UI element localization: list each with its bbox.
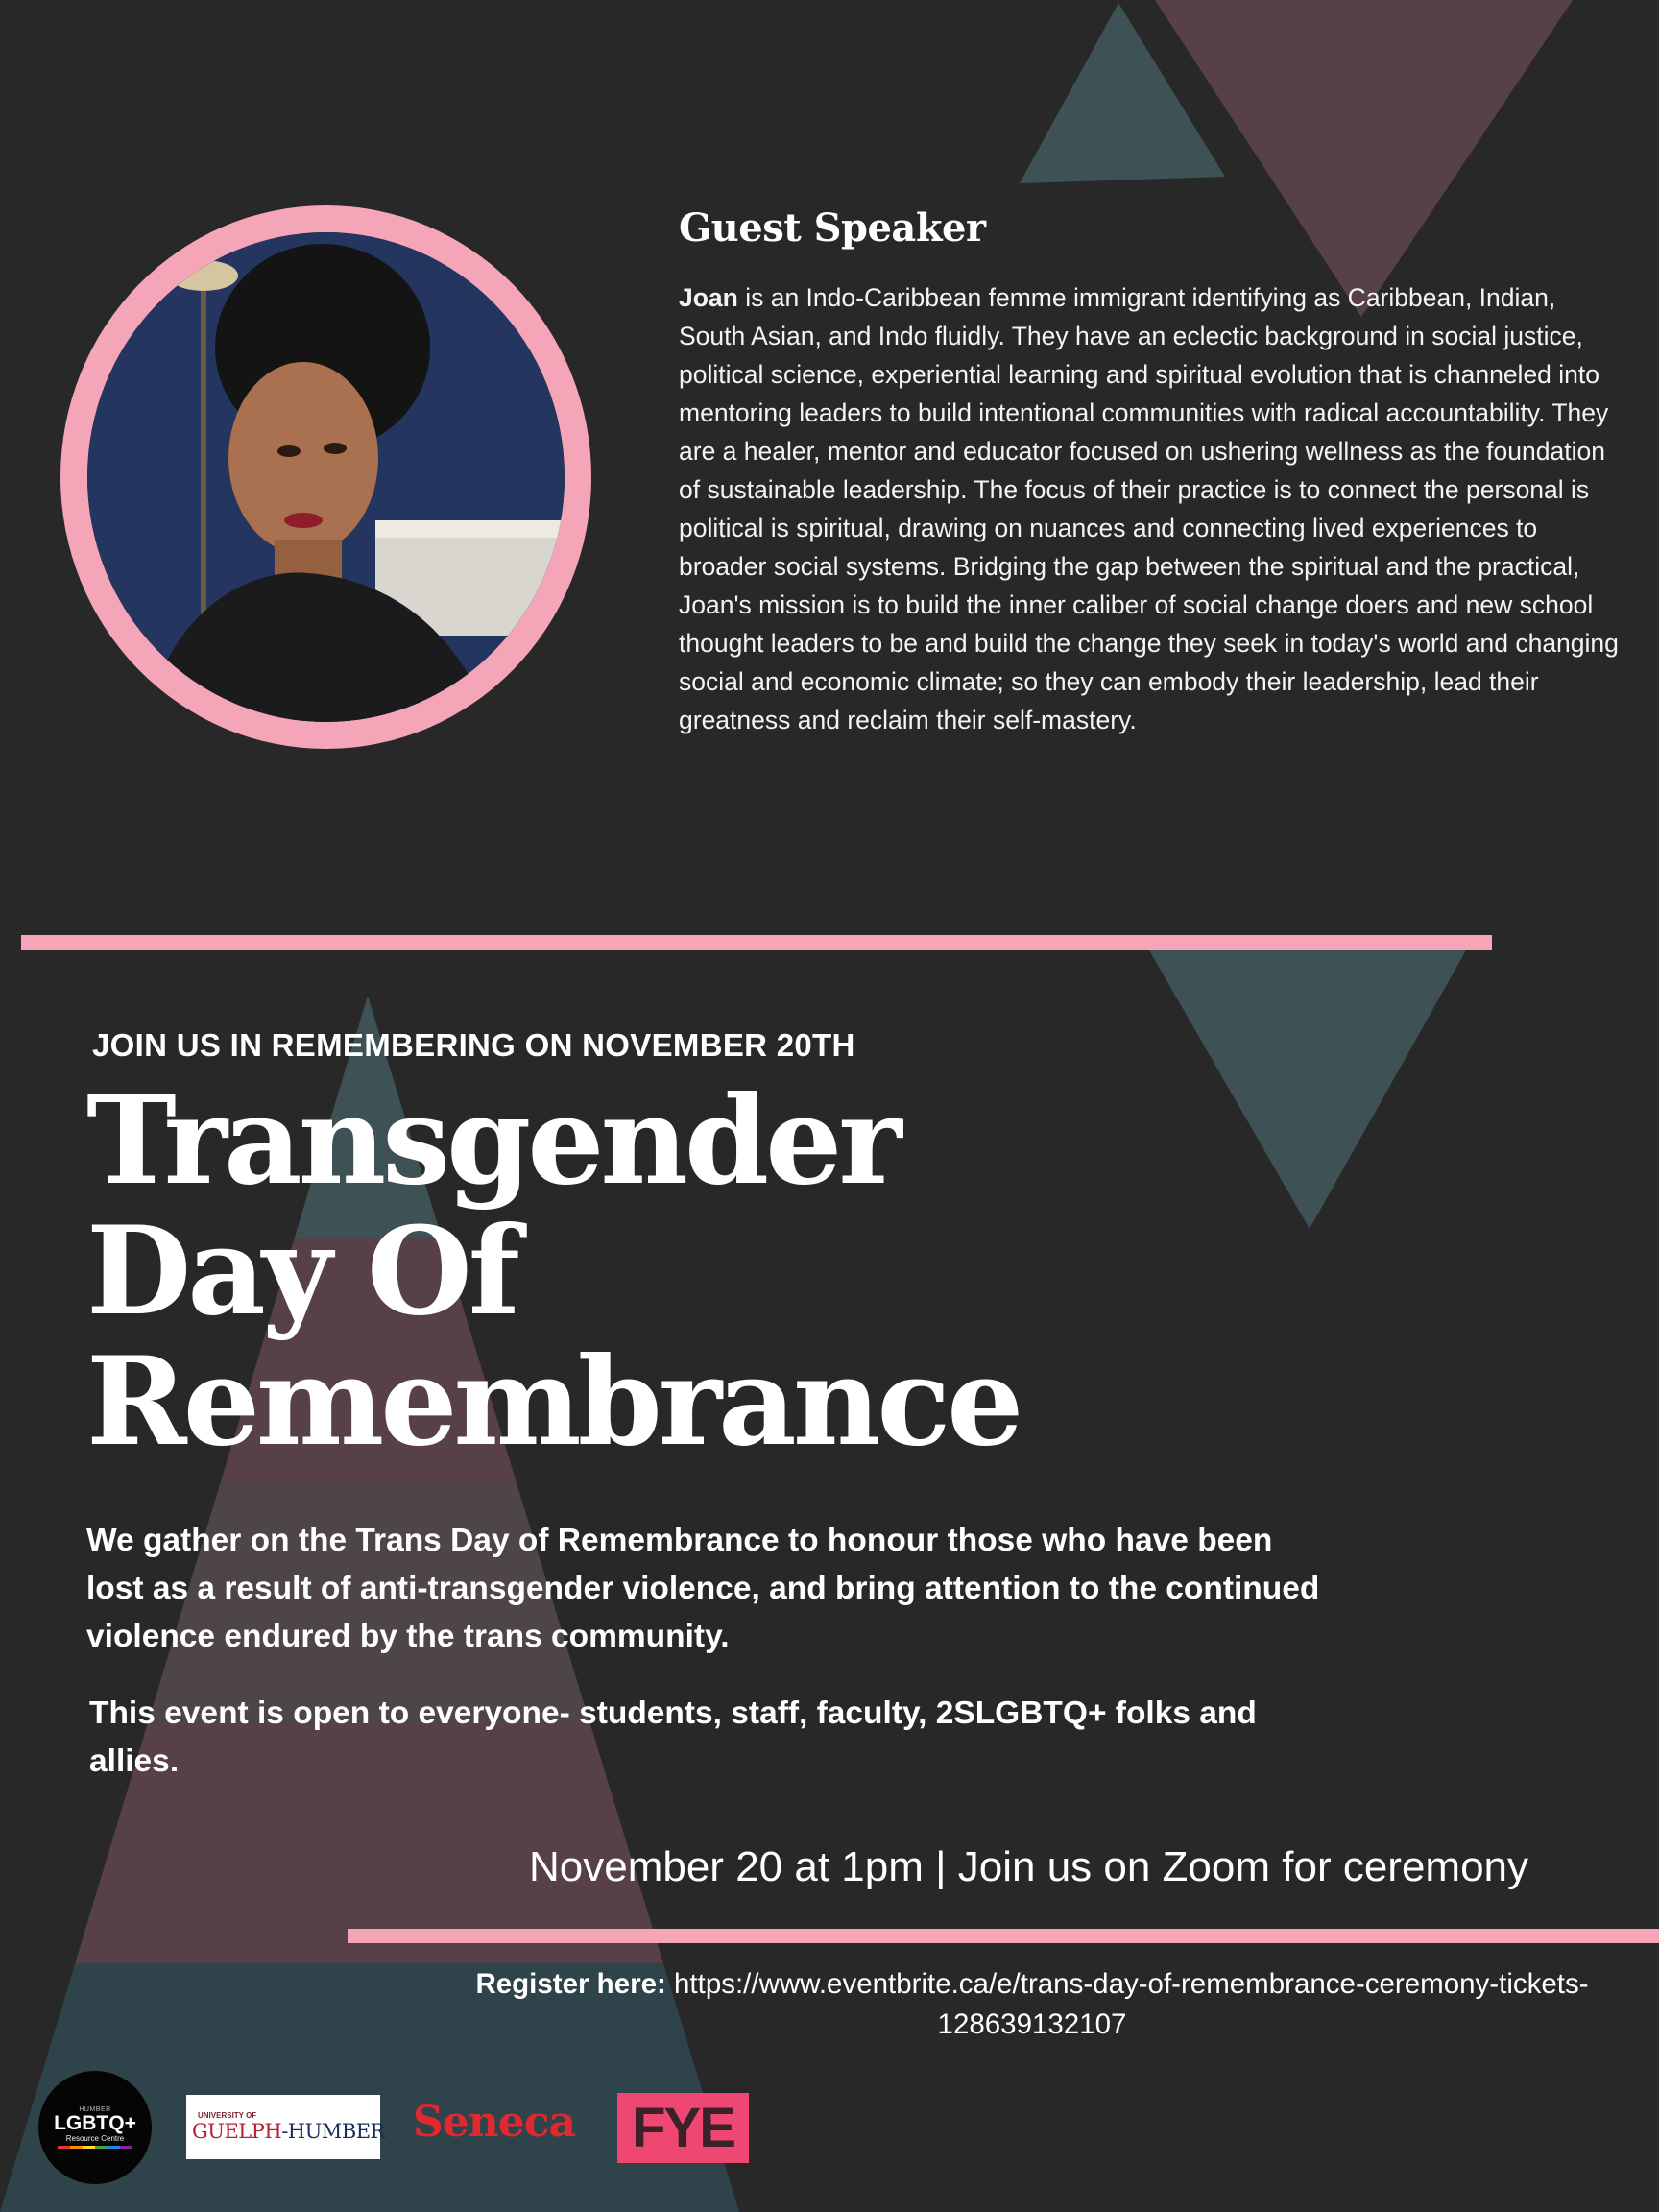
- guelph-logo-part-b: -HUMBER: [281, 2120, 385, 2143]
- event-audience: This event is open to everyone- students, staff, faculty, 2SLGBTQ+ folks and allies.: [89, 1695, 1257, 1779]
- event-title-line3: Remembrance: [86, 1331, 1021, 1473]
- speaker-bio-text: is an Indo-Caribbean femme immigrant identifying as Caribbean, Indian, South Asian, and Indo fluidly. They have an eclectic background in social justice, political science, experiential learning and spiritual evolution that is channeled into mentoring leaders to build intentional communities with radical accountability. They are a healer, mentor and educator focused on ushering wellness as the foundation of sustainable leadership. The focus of their practice is to connect the personal is political is spiritual, drawing on nuances and connecting lived experiences to broader social systems. Bridging the gap between the spiritual and the practical, Joan's mission is to build the inner caliber of social change doers and new school thought leaders to be and build the change they seek in today's world and changing social and economic climate; so they can embody their leadership, lead their greatness and reclaim their self-mastery.: [679, 283, 1619, 734]
- fye-logo: [617, 2093, 749, 2163]
- speaker-photo-frame: [60, 205, 591, 749]
- event-time: November 20 at 1pm | Join us on Zoom for ceremony: [529, 1843, 1529, 1890]
- right-slate-triangle: [1148, 949, 1467, 1229]
- speaker-heading: Guest Speaker: [679, 205, 986, 251]
- speaker-bio: [679, 278, 1620, 739]
- lgbtq-resource-centre-logo: [38, 2071, 152, 2184]
- divider-bar-top: [21, 935, 1492, 950]
- fye-logo-text: FYE: [622, 2098, 744, 2158]
- event-title-line2: Day Of: [86, 1200, 517, 1342]
- event-kicker: JOIN US IN REMEMBERING ON NOVEMBER 20TH: [92, 1027, 855, 1063]
- guelph-logo-part-a: GUELPH: [192, 2120, 282, 2143]
- speaker-photo: [87, 232, 565, 722]
- event-title-line1: Transgender: [86, 1070, 899, 1212]
- guelph-logo-main: [192, 2120, 385, 2143]
- lgbtq-logo-sub: Resource Centre: [65, 2134, 125, 2143]
- rainbow-stripe-icon: [58, 2146, 132, 2149]
- guelph-logo-small: UNIVERSITY OF: [198, 2111, 257, 2120]
- top-mauve-triangle: [1155, 0, 1573, 317]
- event-title: [86, 1070, 1021, 1473]
- register-label: Register here:: [475, 1968, 666, 2000]
- seneca-logo: Seneca: [413, 2098, 576, 2147]
- register-link[interactable]: https://www.eventbrite.ca/e/trans-day-of-remembrance-ceremony-tickets-128639132107: [665, 1968, 1589, 2040]
- event-intro: We gather on the Trans Day of Remembrance to honour those who have been lost as a result of anti-transgender violence, and bring attention to the continued violence endured by the trans community.: [86, 1523, 1320, 1654]
- lgbtq-logo-small: HUMBER: [79, 2106, 111, 2113]
- speaker-portrait-illustration: [87, 232, 565, 722]
- speaker-name: Joan: [679, 283, 738, 312]
- lgbtq-logo-main: LGBTQ+: [54, 2112, 136, 2134]
- register-line: [413, 1964, 1651, 2045]
- guelph-humber-logo: [186, 2095, 385, 2159]
- divider-bar-bottom: [348, 1929, 1659, 1943]
